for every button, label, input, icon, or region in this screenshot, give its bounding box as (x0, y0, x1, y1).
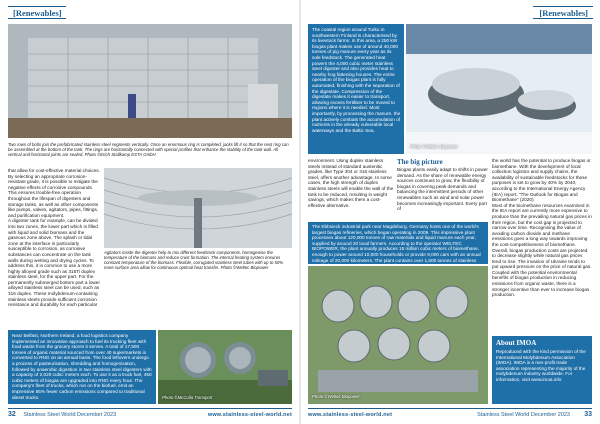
magdeburg-case-text: The Ebbsieck industrial park near Magdeburg, Germany hosts one of the world's largest biogas refineries, which began operating in 2009. This impressive plant processes about 120,000 tonnes of raw materials and liquid manure each year, supplied by around 20 local farmers. According to the operator WELTEC BIOPOWER, the plant annually produces 15 million cubic meters of biomethane, enough to power around 10,000 households or provide 9,000 cars with an annual mileage of 20,000 kilometers. The plant contains over 1,500 tonnes of stainless (312, 224, 481, 263)
body-text-left-col: that allow for cost-effective material choices. By selecting an appropriate corrosion-resistant grade, it is possible to mitigate the negative effects of corrosive compounds. This ensures trouble-free operation throughout the lifespan of digesters and storage tanks, as well as other components like pumps, valves, agitators, pipes, fittings, and purification equipment. A digester tank for example, can be divided into two zones, the lower part which is filled with liquid and solid biomass and the gaseous zone above. The splash or tidal zone at the interface is particularly susceptible to corrosion, as corrosive substances can concentrate on the tank walls during wetting and drying cycles. To address this, it is common to use a more highly alloyed grade such as 316Ti duplex stainless steel, for the upper part. For the permanently submerged bottom part a lower alloyed stainless steel can be used, such as 316 duplex. These molybdenum-containing stainless steels provide sufficient corrosion resistance and durability for each particular (8, 168, 100, 308)
footer-rule-right (308, 408, 592, 409)
turku-case-box (308, 24, 404, 154)
body-text-right-col3: the world has the potential to produce biogas or biomethane. With the development of local collection logistics and supply chains, the availability of sustainable feedstocks for these purposes is set to grow by 40% by 2040, according to the International Energy Agency (IEA) report, "The Outlook for Biogas and Biomethane" (2020). Most of the biomethane resources examined in the IEA report are currently more expensive to produce than the prevailing natural gas prices in their region, but the cost gap is projected to narrow over time. Recognising the value of avoiding carbon dioxide and methane emissions goes a long way towards improving the cost-competitiveness of biomethane. Overall, biogas production costs are projected to decrease slightly while natural gas prices tend to rise. The invasion of Ukraine tends to put upward pressure on the price of natural gas. Coupled with the potential environmental benefits of biogas production in reducing emissions from organic waste, there is a stronger incentive than ever to increase biogas production. (492, 158, 592, 298)
belfast-case-box (8, 330, 156, 404)
website-link-right[interactable]: www.stainless-steel-world.net (308, 412, 393, 418)
page-gutter (299, 0, 301, 424)
caption-agitator: Agitators inside the digester help to mix different feedstock components, homogenise the temperature of the biomass and reduce crust formation. The internal heating system ensures constant temperature of the biomass. Flexible, corrugated stainless steel tubes with up to 50% more surface area allow for continuous optimal heat transfer. Photo ©Weltec Biopower (104, 250, 284, 271)
page-number-left: 32 (8, 411, 16, 418)
footer-right (308, 410, 592, 420)
about-imoa-text: Reproduced with the kind permission of the International Molybdenum Association (IMOA). IMOA is a non-profit trade association representing the majority of the molybdenum industry worldwide. For information, visit www.imoa.info (496, 349, 586, 382)
body-text-right-col2: Biogas plants easily adapt to shifts in power demand. As the share of renewable energy sources continues to grow, the flexibility of biogas in covering peak demands and balancing the intermittent periods of other renewables such as wind and solar power becomes increasingly important. Every part of (397, 167, 488, 212)
page-number-right: 33 (584, 411, 592, 418)
about-imoa-box (492, 336, 592, 404)
digester-interior-illustration (104, 168, 292, 248)
footer-left (8, 410, 292, 420)
about-imoa-heading: About IMOA (496, 339, 537, 347)
belfast-aerial-photo (158, 330, 292, 404)
section-tag-right: [Renewables] (533, 6, 593, 19)
credit-weltec-top: Photo ©Weltec Biopower (410, 144, 458, 149)
belfast-case-text: Near Belfast, Northern Ireland, a food logistics company implemented an innovative approach to fuel its trucking fleet with food waste from the grocery stores it serves. A total of 17,500 tonnes of organic material sourced from over 40 supermarkets is converted to RNG on an annual basis. The food leftovers undergo a process of pasteurisation, shredding and homogenisation, followed by anaerobic digestion in two stainless steel digesters with a capacity of 2,020 cubic meters each. To use it as a truck fuel, 450 cubic meters of biogas are upgraded into RNG every hour. The company's fleet of trucks, which run on the biofuel, emit an impressive 85% fewer carbon emissions compared to traditional diesel trucks. (12, 333, 152, 400)
section-tag-left: [Renewables] (8, 6, 66, 19)
magazine-title-left: Stainless Steel World December 2023 (23, 412, 117, 418)
magdeburg-case-box (308, 222, 488, 264)
big-picture-heading: The big picture (397, 158, 443, 166)
agitator-photo (104, 168, 292, 248)
magdeburg-plant-illustration (308, 266, 488, 404)
turku-case-text: The coastal region around Turku in southwestern Finland is characterised by its livestock farms. In this area, a 250 kW biogas plant makes use of around 40,000 tonnes of pig manure every year as its sole feedstock. The generated heat powers the 4,000 cubic meter stainless steel digester and also provides heat to nearby hog fattening houses. The entire operation of the biogas plant is fully automated, finishing with the separation of the digestate. Compression of the digestate makes it easier to transport, allowing excess fertiliser to be moved to regions where it is needed. Most importantly, by processing the manure, the plant actively combats the accumulation of nutrients in the already vulnerable local waterways and the Baltic Sea. (312, 27, 401, 133)
body-text-right-col1: environment. Using duplex stainless steels instead of standard austenitic grades, like Type 304 or 316 stainless steel, offers another advantage. In some cases, the high strength of duplex stainless steels will enable the wall of the tank to be reduced, resulting in weight savings, which makes them a cost-effective alternative. (308, 158, 394, 208)
magdeburg-aerial-photo (308, 266, 488, 404)
belfast-plant-illustration (158, 330, 292, 404)
website-link-left[interactable]: www.stainless-steel-world.net (207, 412, 292, 418)
credit-mcculla: Photo ©McCulla Transport (162, 395, 213, 400)
footer-rule-left (8, 408, 292, 409)
magazine-title-right: Stainless Steel World December 2023 (477, 412, 570, 418)
turku-biogas-photo (406, 24, 592, 154)
turku-plant-illustration (406, 24, 592, 154)
caption-tank-assembly: Two rows of bolts join the prefabricated stainless steel segments vertically. Once an enormous ring is completed, jacks lift it so that the next ring can be assembled at the bottom of the tank. The rings are horizontally connected with special profiles that enhance the stability of the tank wall. All vertical and horizontal joints are sealed. Photo ©Erich Stallkamp ESTA GmbH (8, 142, 289, 158)
tank-assembly-photo (8, 24, 292, 138)
credit-weltec-bottom: Photo ©Weltec Biopower (312, 394, 360, 399)
tank-assembly-illustration (8, 24, 292, 138)
